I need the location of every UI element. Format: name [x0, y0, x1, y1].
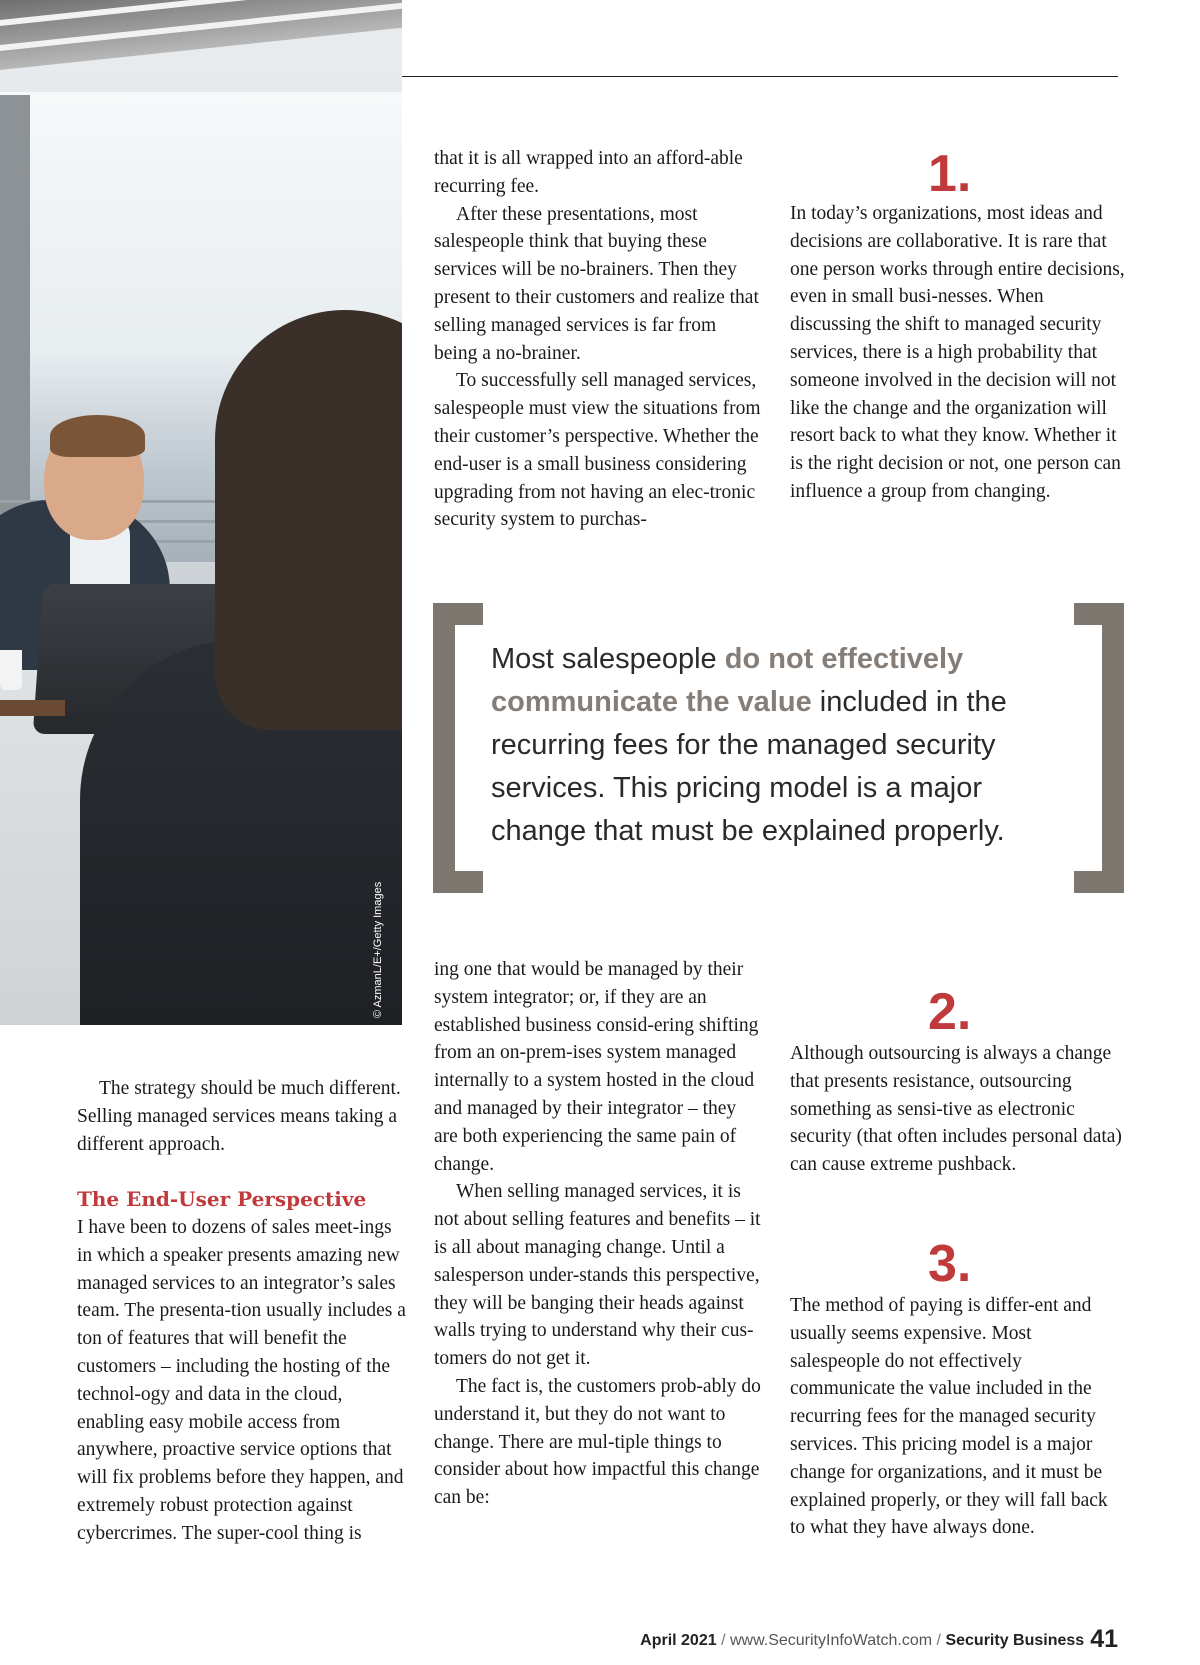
footer-magazine: Security Business — [945, 1632, 1085, 1649]
column-top-middle — [434, 145, 764, 534]
right-bracket — [1074, 603, 1124, 893]
paragraph: To successfully sell managed services, salespeople must view the situations from their customer’s perspective. Whether the end-user is a small business considering upgrading from not having an elec-tronic security system to purchas- — [434, 370, 761, 531]
paragraph: When selling managed services, it is not about selling features and benefits – it is all about managing change. Until a salesperson under-stands this perspective, they will be banging their heads against walls trying to understand why their cus-tomers do not get it. — [434, 1181, 761, 1370]
column-bottom-right-2 — [790, 1040, 1125, 1179]
left-bracket — [433, 603, 483, 893]
footer-date: April 2021 — [640, 1632, 717, 1649]
point-number-1: 1. — [928, 145, 972, 203]
footer-separator: / — [716, 1632, 730, 1649]
paragraph: After these presentations, most salespeople think that buying these services will be no-brainers. Then they present to their customers and realize that selling managed services is far from being a no-brainer. — [434, 203, 759, 364]
photo-foreground-head — [215, 310, 402, 730]
page-number: 41 — [1090, 1625, 1118, 1653]
column-bottom-middle — [434, 956, 764, 1512]
point-text-3: The method of paying is differ-ent and usually seems expensive. Most salespeople do not effectively communicate the value included in the recurring fees for the managed security services. This pricing model is a major change for organizations, and it must be explained properly, or they will fall back to what they have always done. — [790, 1295, 1108, 1539]
column-bottom-right-3 — [790, 1292, 1125, 1542]
photo-window-frame — [0, 95, 30, 565]
photo-credit: © AzmanL/E+/Getty Images — [372, 881, 384, 1018]
paragraph: that it is all wrapped into an afford-able recurring fee. — [434, 148, 743, 197]
section-heading: The End-User Perspective — [77, 1187, 367, 1212]
footer-separator: / — [932, 1632, 946, 1649]
footer-url: www.SecurityInfoWatch.com — [729, 1632, 933, 1649]
pull-quote-highlight: do not effectively communicate the value — [491, 643, 964, 718]
photo-person-hair — [50, 415, 145, 457]
point-text-2: Although outsourcing is always a change that presents resistance, outsourcing something as sensi-tive as electronic security (that often includes personal data) can cause extreme pushback. — [790, 1043, 1122, 1176]
paragraph: I have been to dozens of sales meet-ings in which a speaker presents amazing new managed services to an integrator’s sales team. The presenta-tion usually includes a ton of features that will benefit the customers – including the hosting of the technol-ogy and data in the cloud, enabling easy mobile access from anywhere, proactive service options that will fix problems before they happen, and extremely robust protection against cybercrimes. The super-cool thing is — [77, 1216, 406, 1544]
point-number-2: 2. — [928, 983, 972, 1041]
pull-quote-tail: included in the recurring fees for the managed security services. This pricing model is a major change that must be explained properly. — [491, 686, 1007, 847]
paragraph: The strategy should be much different. Selling managed services means taking a different approach. — [77, 1078, 401, 1155]
meeting-photo — [0, 0, 402, 1025]
photo-folder — [0, 700, 65, 716]
point-text-1: In today’s organizations, most ideas and decisions are collaborative. It is rare that one person works through entire decisions, even in small busi-nesses. When discussing the shift to managed security services, there is a high probability that someone involved in the decision will not like the change and the organization will resort back to what they know. Whether it is the right decision or not, one person can influence a group from changing. — [790, 203, 1125, 502]
spacer — [77, 1158, 407, 1186]
pull-quote-lead: Most salespeople — [491, 643, 725, 675]
paragraph: The fact is, the customers prob-ably do understand it, but they do not want to change. There are mul-tiple things to consider about how impactful this change can be: — [434, 1375, 761, 1509]
column-top-right — [790, 200, 1125, 506]
paragraph: ing one that would be managed by their system integrator; or, if they are an established business consid-ering shifting from an on-prem-ises system managed internally to a system hosted in the cloud and managed by their integrator – they are both experiencing the same pain of change. — [434, 959, 759, 1175]
page-footer — [600, 1625, 1118, 1654]
pull-quote — [491, 638, 1056, 853]
photo-cup — [0, 650, 22, 690]
column-bottom-left — [77, 1075, 407, 1548]
point-number-3: 3. — [928, 1235, 972, 1293]
